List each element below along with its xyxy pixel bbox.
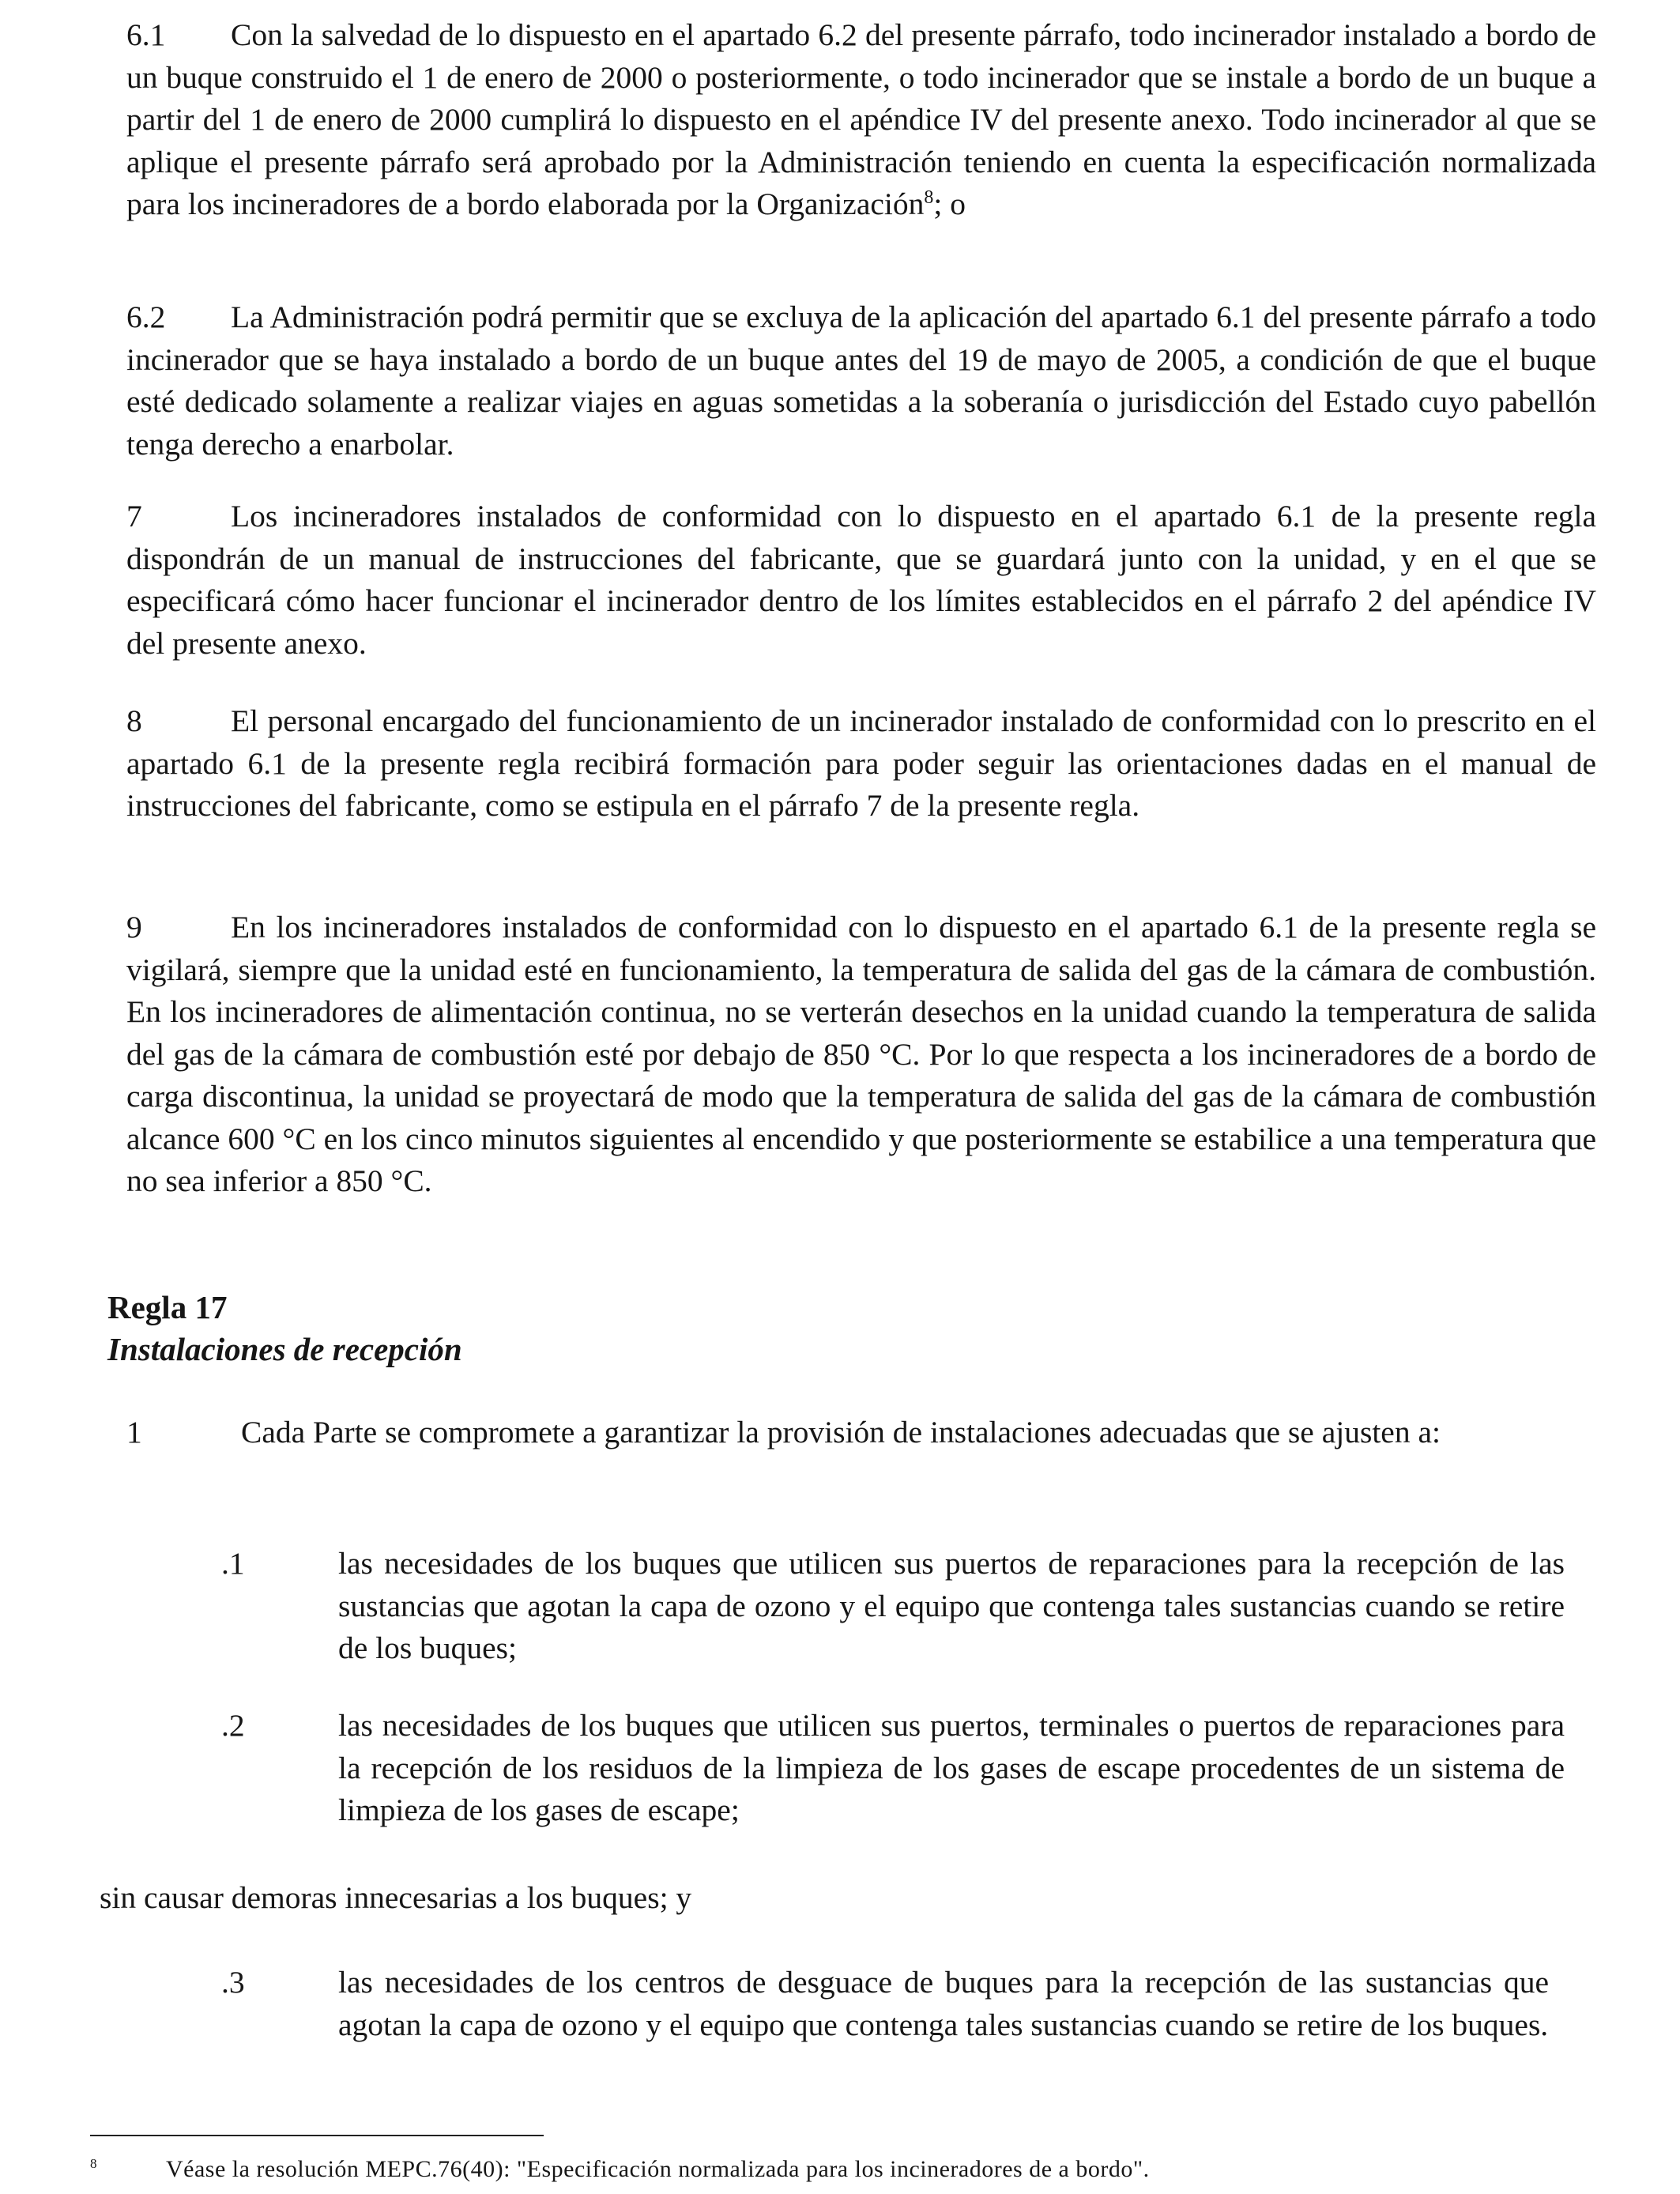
rule-17-paragraph-1 <box>126 1412 1588 1454</box>
paragraph-8 <box>126 700 1596 827</box>
rule-subheading: Instalaciones de recepción <box>107 1331 462 1367</box>
paragraph-number: 1 <box>126 1415 142 1449</box>
paragraph-text: Los incineradores instalados de conformidad con lo dispuesto en el apartado 6.1 de la presente regla dispondrán de un manual de instrucciones del fabricante, que se guardará junto con la unidad, y en el que se especificará cómo hacer funcionar el incinerador dentro de los límites establecidos en el párrafo 2 del apéndice IV del presente anexo. <box>126 499 1596 661</box>
paragraph-6-1 <box>126 14 1596 226</box>
paragraph-number: 7 <box>126 499 142 533</box>
list-item-text: las necesidades de los buques que utilicen sus puertos, terminales o puertos de reparaciones para la recepción de los residuos de la limpieza de los gases de escape procedentes de un sistema de limpieza de los gases de escape; <box>338 1708 1565 1827</box>
list-item-text: las necesidades de los buques que utilicen sus puertos de reparaciones para la recepción de las sustancias que agotan la capa de ozono y el equipo que contenga tales sustancias cuando se retire de los buques; <box>338 1546 1565 1665</box>
paragraph-number: 9 <box>126 910 142 944</box>
paragraph-text-end: ; o <box>933 187 966 221</box>
paragraph-6-2 <box>126 296 1596 466</box>
rule-heading: Regla 17 <box>107 1289 228 1325</box>
paragraph-text: La Administración podrá permitir que se excluya de la aplicación del apartado 6.1 del presente párrafo a todo incinerador que se haya instalado a bordo de un buque antes del 19 de mayo de 2005, a condición de que el buque esté dedicado solamente a realizar viajes en aguas sometidas a la soberanía o jurisdicción del Estado cuyo pabellón tenga derecho a enarbolar. <box>126 300 1596 462</box>
footnote-separator <box>90 2135 544 2136</box>
paragraph-text: El personal encargado del funcionamiento de un incinerador instalado de conformidad con lo prescrito en el apartado 6.1 de la presente regla recibirá formación para poder seguir las orientaciones dadas en el manual de instrucciones del fabricante, como se estipula en el párrafo 7 de la presente regla. <box>126 703 1596 823</box>
paragraph-number: 6.2 <box>126 300 166 334</box>
list-item-number: .3 <box>221 1965 245 2000</box>
paragraph-number: 8 <box>126 703 142 738</box>
list-item-3 <box>221 1962 1549 2046</box>
list-item-1 <box>221 1543 1565 1670</box>
footnote-reference[interactable]: 8 <box>924 187 934 208</box>
list-item-number: .2 <box>221 1708 245 1743</box>
paragraph-number: 6.1 <box>126 17 166 52</box>
paragraph-text: Cada Parte se compromete a garantizar la provisión de instalaciones adecuadas que se ajusten a: <box>241 1415 1441 1449</box>
footnote: 8 Véase la resolución MEPC.76(40): "Especificación normalizada para los incineradores de a bordo". <box>90 2156 1150 2182</box>
paragraph-9 <box>126 907 1596 1203</box>
paragraph-text: En los incineradores instalados de conformidad con lo dispuesto en el apartado 6.1 de la presente regla se vigilará, siempre que la unidad esté en funcionamiento, la temperatura de salida del gas de la cámara de combustión. En los incineradores de alimentación continua, no se verterán desechos en la unidad cuando la temperatura de salida del gas de la cámara de combustión esté por debajo de 850 °C. Por lo que respecta a los incineradores de a bordo de carga discontinua, la unidad se proyectará de modo que la temperatura de salida del gas de la cámara de combustión alcance 600 °C en los cinco minutos siguientes al encendido y que posteriormente se estabilice a una temperatura que no sea inferior a 850 °C. <box>126 910 1596 1198</box>
paragraph-7 <box>126 496 1596 665</box>
paragraph-text: Con la salvedad de lo dispuesto en el apartado 6.2 del presente párrafo, todo incinerador instalado a bordo de un buque construido el 1 de enero de 2000 o posteriormente, o todo incinerador que se instale a bordo de un buque a partir del 1 de enero de 2000 cumplirá lo dispuesto en el apéndice IV del presente anexo. Todo incinerador al que se aplique el presente párrafo será aprobado por la Administración teniendo en cuenta la especificación normalizada para los incineradores de a bordo elaborada por la Organización <box>126 17 1596 221</box>
interlude-text: sin causar demoras innecesarias a los buques; y <box>100 1880 692 1915</box>
list-item-number: .1 <box>221 1546 245 1581</box>
footnote-text: Véase la resolución MEPC.76(40): "Especificación normalizada para los incineradores de a bordo". <box>166 2156 1150 2182</box>
list-item-text: las necesidades de los centros de desguace de buques para la recepción de las sustancias que agotan la capa de ozono y el equipo que contenga tales sustancias cuando se retire de los buques. <box>338 1965 1549 2042</box>
list-item-2 <box>221 1705 1565 1832</box>
